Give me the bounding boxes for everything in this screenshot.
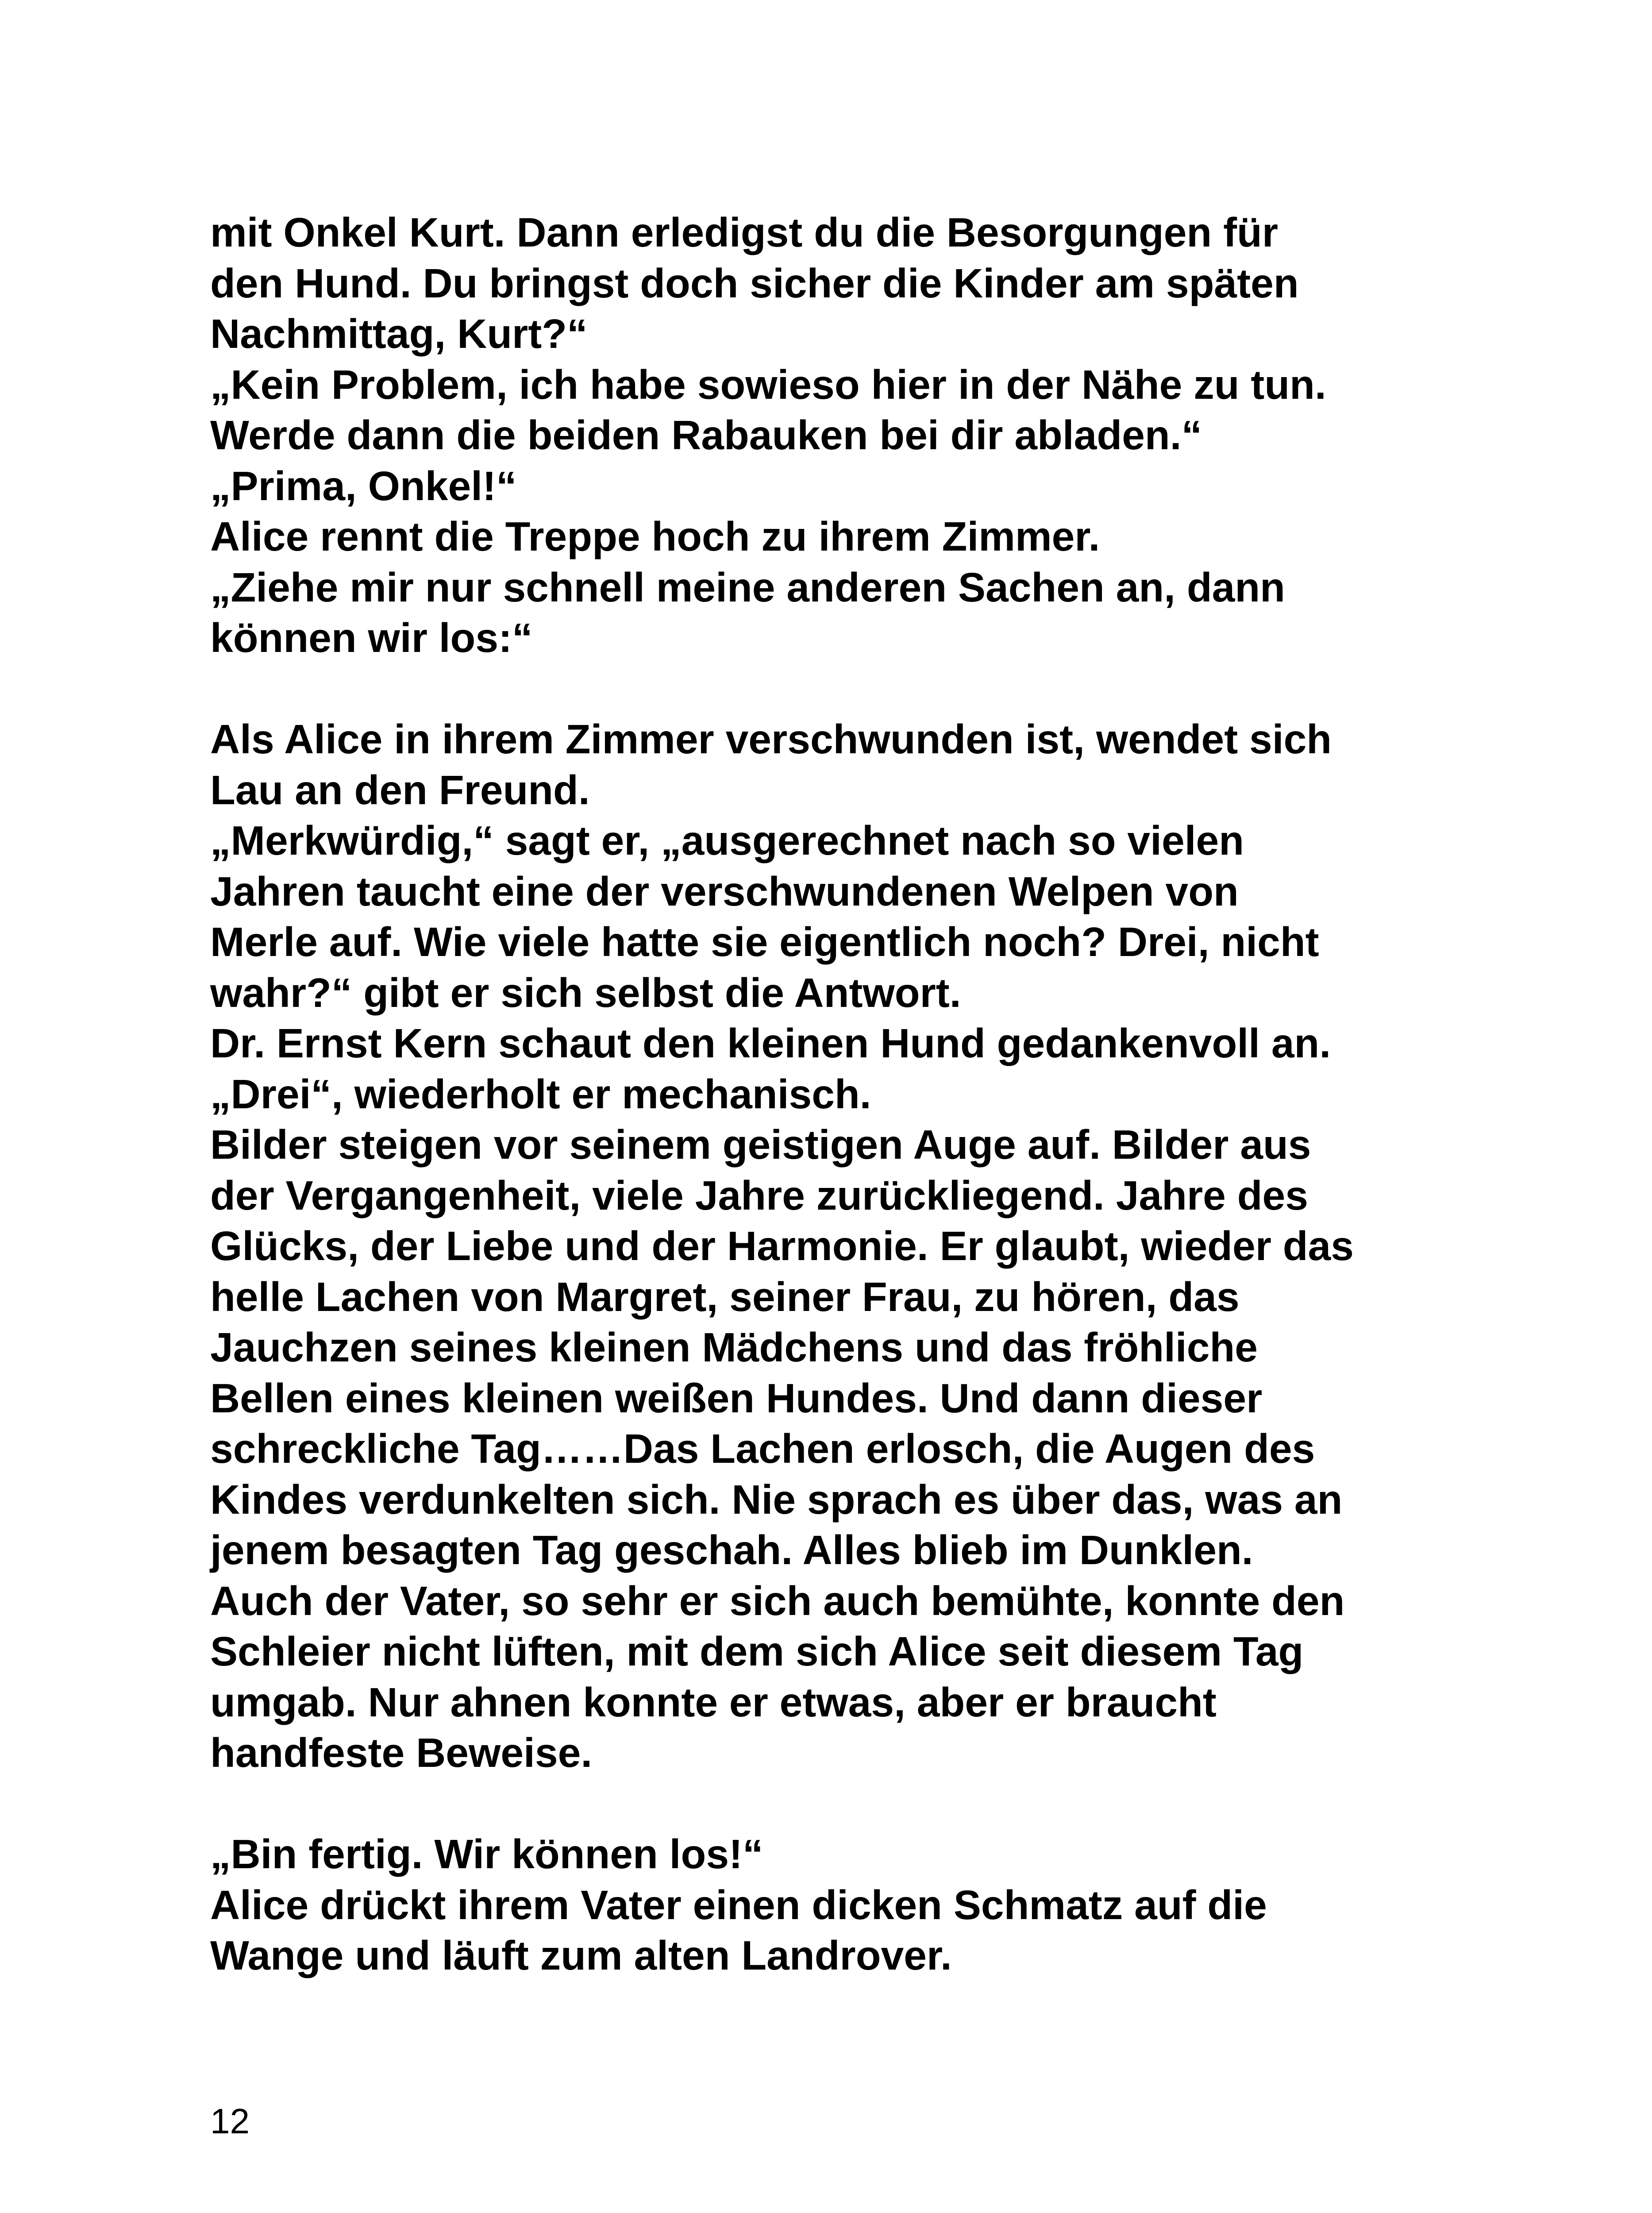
text-line: Nachmittag, Kurt?“	[210, 311, 588, 357]
text-line: Jauchzen seines kleinen Mädchens und das fröhliche	[210, 1324, 1258, 1370]
text-line: Jahren taucht eine der verschwundenen Welpen von	[210, 868, 1239, 914]
body-text	[210, 207, 1538, 1981]
text-line: jenem besagten Tag geschah. Alles blieb im Dunklen.	[210, 1527, 1253, 1573]
text-line: „Kein Problem, ich habe sowieso hier in der Nähe zu tun.	[210, 361, 1326, 408]
text-line: Lau an den Freund.	[210, 767, 590, 813]
text-line: Alice drückt ihrem Vater einen dicken Schmatz auf die	[210, 1881, 1267, 1928]
paragraph-break	[210, 663, 1538, 714]
text-line: mit Onkel Kurt. Dann erledigst du die Besorgungen für	[210, 209, 1278, 255]
text-line: wahr?“ gibt er sich selbst die Antwort.	[210, 969, 961, 1016]
text-line: „Ziehe mir nur schnell meine anderen Sachen an, dann	[210, 564, 1285, 610]
text-line: Dr. Ernst Kern schaut den kleinen Hund gedankenvoll an.	[210, 1020, 1331, 1066]
text-line: Alice rennt die Treppe hoch zu ihrem Zimmer.	[210, 513, 1100, 559]
text-line: Schleier nicht lüften, mit dem sich Alice seit diesem Tag	[210, 1628, 1304, 1674]
text-line: Kindes verdunkelten sich. Nie sprach es über das, was an	[210, 1476, 1343, 1523]
text-line: können wir los:“	[210, 615, 533, 661]
text-line: umgab. Nur ahnen konnte er etwas, aber er braucht	[210, 1679, 1217, 1725]
text-line: schreckliche Tag……Das Lachen erlosch, die Augen des	[210, 1426, 1315, 1472]
page-number: 12	[210, 2101, 250, 2141]
text-line: Bellen eines kleinen weißen Hundes. Und dann dieser	[210, 1375, 1263, 1421]
text-line: Werde dann die beiden Rabauken bei dir abladen.“	[210, 412, 1202, 458]
text-line: Als Alice in ihrem Zimmer verschwunden ist, wendet sich	[210, 716, 1332, 762]
text-line: Glücks, der Liebe und der Harmonie. Er glaubt, wieder das	[210, 1223, 1354, 1269]
text-line: Merle auf. Wie viele hatte sie eigentlich noch? Drei, nicht	[210, 919, 1319, 965]
text-line: Bilder steigen vor seinem geistigen Auge auf. Bilder aus	[210, 1122, 1311, 1168]
text-line: den Hund. Du bringst doch sicher die Kinder am späten	[210, 260, 1299, 306]
text-line: „Bin fertig. Wir können los!“	[210, 1831, 763, 1877]
text-line: Wange und läuft zum alten Landrover.	[210, 1932, 952, 1978]
text-line: „Prima, Onkel!“	[210, 463, 517, 509]
text-line: „Drei“, wiederholt er mechanisch.	[210, 1071, 871, 1117]
text-line: „Merkwürdig,“ sagt er, „ausgerechnet nach so vielen	[210, 817, 1244, 864]
paragraph-break	[210, 1778, 1538, 1829]
text-line: handfeste Beweise.	[210, 1730, 593, 1776]
text-line: helle Lachen von Margret, seiner Frau, zu hören, das	[210, 1273, 1240, 1320]
text-line: der Vergangenheit, viele Jahre zurückliegend. Jahre des	[210, 1172, 1308, 1218]
text-line: Auch der Vater, so sehr er sich auch bemühte, konnte den	[210, 1577, 1345, 1624]
